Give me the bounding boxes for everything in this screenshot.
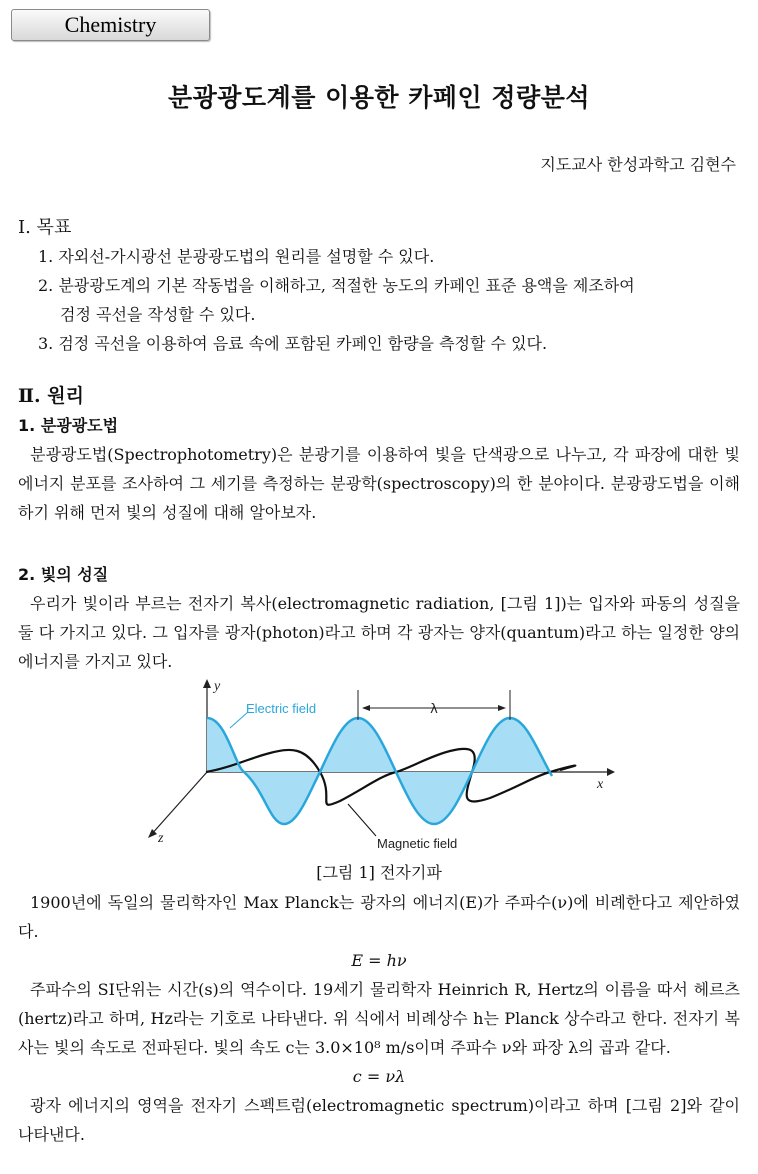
section-heading-goals: Ⅰ. 목표 bbox=[18, 217, 72, 238]
subject-tag: Chemistry bbox=[11, 9, 210, 41]
section-goals bbox=[18, 213, 740, 358]
paragraph-spectrum: 광자 에너지의 영역을 전자기 스펙트럼(electromagnetic spectrum)이라고 하며 [그림 2]와 같이 나타낸다. bbox=[18, 1096, 740, 1144]
y-axis-label: y bbox=[214, 679, 221, 694]
electric-fill-3 bbox=[320, 718, 396, 772]
author-line: 지도교사 한성과학고 김현수 bbox=[540, 155, 736, 174]
paragraph-frequency: 주파수의 SI단위는 시간(s)의 역수이다. 19세기 물리학자 Heinrich R, Hertz의 이름을 따서 헤르츠(hertz)라고 하며, Hz라는 기호로 나타낸다. 위 식에서 비례상수 h는 Planck 상수라고 한다. 전자기 복사는 빛의 속도로 전파된다. 빛의 속도 c는 3.0×10⁸ m/s이며 주파수 ν와 파장 λ의 곱과 같다. bbox=[18, 980, 740, 1057]
figure-caption: [그림 1] 전자기파 bbox=[316, 863, 442, 882]
em-wave-figure bbox=[140, 676, 620, 854]
goal-item-1: 1. 자외선-가시광선 분광광도법의 원리를 설명할 수 있다. bbox=[38, 247, 435, 266]
x-axis-label: x bbox=[597, 777, 604, 792]
equation-speed: c = νλ bbox=[352, 1067, 406, 1086]
page-title: 분광광도계를 이용한 카페인 정량분석 bbox=[167, 83, 590, 112]
section-planck bbox=[18, 888, 740, 1149]
section-heading-principle: Ⅱ. 원리 bbox=[18, 385, 84, 407]
magnetic-field-label: Magnetic field bbox=[377, 836, 458, 851]
subheading-spectrophotometry: 1. 분광광도법 bbox=[18, 416, 119, 435]
subheading-light: 2. 빛의 성질 bbox=[18, 565, 109, 584]
paragraph-light: 우리가 빛이라 부르는 전자기 복사(electromagnetic radiation, [그림 1])는 입자와 파동의 성질을 둘 다 가지고 있다. 그 입자를 광자(photon)라고 하며 각 광자는 양자(quantum)라고 하는 일정한 양의 에너지를 가지고 있다. bbox=[18, 594, 740, 671]
goal-item-2: 2. 분광광도계의 기본 작동법을 이해하고, 적절한 농도의 카페인 표준 용액을 제조하여 bbox=[38, 276, 635, 295]
electric-field-label: Electric field bbox=[246, 701, 317, 716]
equation-energy: E = hν bbox=[351, 951, 407, 970]
paragraph-planck: 1900년에 독일의 물리학자인 Max Planck는 광자의 에너지(E)가 주파수(ν)에 비례한다고 제안하였다. bbox=[18, 893, 740, 941]
section-principle bbox=[18, 382, 740, 527]
section-light bbox=[18, 560, 740, 676]
paragraph-spectrophotometry: 분광광도법(Spectrophotometry)은 분광기를 이용하여 빛을 단색광으로 나누고, 각 파장에 대한 빛에너지 분포를 조사하여 그 세기를 측정하는 분광학(spectroscopy)의 한 분야이다. 분광광도법을 이해하기 위해 먼저 빛의 성질에 대해 알아보자. bbox=[18, 445, 740, 522]
wavelength-label: λ bbox=[430, 702, 438, 717]
z-axis-label: z bbox=[158, 831, 164, 846]
goal-item-3: 3. 검정 곡선을 이용하여 음료 속에 포함된 카페인 함량을 측정할 수 있다. bbox=[38, 334, 548, 353]
goal-item-2-cont: 검정 곡선을 작성할 수 있다. bbox=[60, 305, 256, 324]
